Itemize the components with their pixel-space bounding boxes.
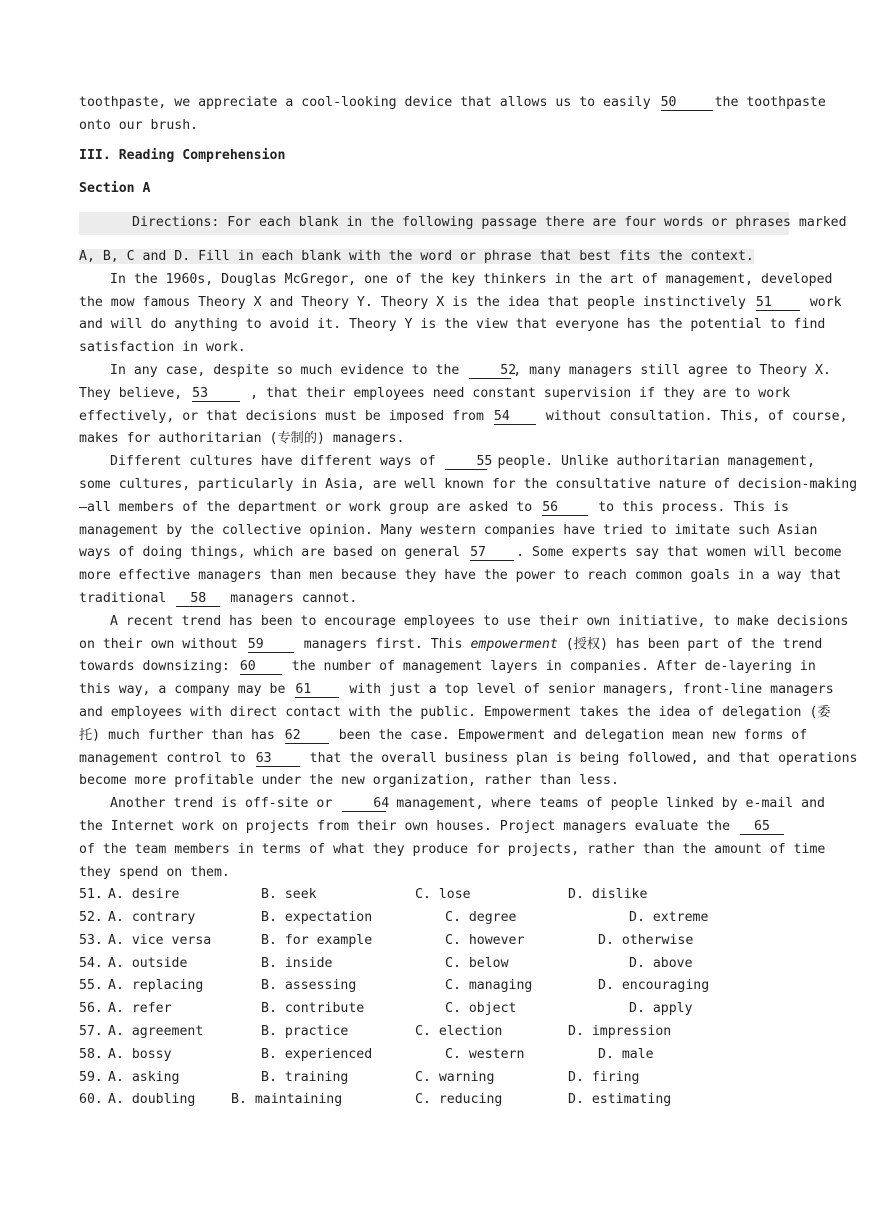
section-a-heading: Section A: [79, 181, 151, 197]
option-row-59: [79, 1067, 789, 1090]
text: the Internet work on projects from their own houses. Project managers evaluate the: [79, 818, 731, 834]
blank-57: 57: [470, 546, 514, 561]
document-page: [79, 92, 858, 1112]
passage-line: and employees with direct contact with the public. Empowerment takes the idea of delegation (委: [79, 704, 831, 720]
text: , many managers still agree to Theory X.: [513, 362, 831, 378]
option-b: B. expectation: [261, 910, 373, 926]
blank-54: 54: [494, 410, 536, 425]
option-c: C. managing: [445, 978, 533, 994]
passage-line: they spend on them.: [79, 864, 230, 880]
blank-55: 55: [445, 455, 487, 470]
option-d: D. impression: [568, 1024, 672, 1040]
passage-line: [79, 656, 816, 679]
passage-line: management by the collective opinion. Many western companies have tried to imitate such Asian: [79, 522, 818, 538]
blank-58: 58: [176, 592, 220, 607]
text: been the case. Empowerment and delegation mean new forms of: [338, 727, 808, 743]
text: managers cannot.: [230, 590, 358, 606]
blank-51: 51: [756, 296, 800, 311]
passage-line: satisfaction in work.: [79, 340, 246, 356]
option-c: C. western: [445, 1046, 525, 1062]
text: management, where teams of people linked by e-mail and: [396, 796, 825, 812]
question-number: 53.: [79, 932, 103, 948]
text: ways of doing things, which are based on general: [79, 545, 461, 561]
option-c: C. object: [445, 1001, 517, 1017]
option-b: B. for example: [261, 932, 373, 948]
text: In any case, despite so much evidence to the: [110, 362, 460, 378]
passage-line: some cultures, particularly in Asia, are well known for the consultative nature of decision-making: [79, 476, 858, 492]
option-a: A. asking: [108, 1069, 180, 1085]
question-number: 56.: [79, 1001, 103, 1017]
option-b: B. experienced: [261, 1046, 373, 1062]
text: this way, a company may be: [79, 682, 286, 698]
text: 托) much further than has: [79, 727, 275, 743]
option-row-54: [79, 953, 789, 976]
option-d: D. extreme: [629, 910, 709, 926]
option-c: C. election: [415, 1024, 503, 1040]
question-number: 55.: [79, 978, 103, 994]
section-title: III. Reading Comprehension: [79, 147, 286, 163]
answer-options: [79, 884, 789, 1112]
question-number: 54.: [79, 955, 103, 971]
text: the mow famous Theory X and Theory Y. Theory X is the idea that people instinctively: [79, 294, 746, 310]
option-a: A. agreement: [108, 1024, 204, 1040]
option-row-52: [79, 907, 789, 930]
text: towards downsizing:: [79, 659, 230, 675]
passage-line: [79, 497, 789, 520]
passage-line: [79, 360, 831, 383]
passage-line: [79, 816, 789, 839]
question-number: 52.: [79, 910, 103, 926]
text: —all members of the department or work group are asked to: [79, 499, 533, 515]
option-b: B. training: [261, 1069, 349, 1085]
text: They believe,: [79, 385, 183, 401]
option-row-60: [79, 1089, 789, 1112]
directions-line-2: [79, 246, 789, 269]
passage-line: [79, 793, 825, 816]
option-a: A. replacing: [108, 978, 204, 994]
option-d: D. dislike: [568, 887, 648, 903]
text: , that their employees need constant supervision if they are to work: [250, 385, 791, 401]
passage-line: [79, 292, 842, 315]
passage-line: become more profitable under the new organization, rather than less.: [79, 773, 619, 789]
option-row-55: [79, 975, 789, 998]
text: the toothpaste: [714, 95, 826, 110]
passage-line: [79, 451, 816, 474]
option-row-56: [79, 998, 789, 1021]
text: Another trend is off-site or: [110, 796, 333, 812]
option-b: B. assessing: [261, 978, 357, 994]
question-number: 51.: [79, 887, 103, 903]
text: the number of management layers in companies. After de-layering in: [291, 659, 816, 675]
option-b: B. inside: [261, 955, 333, 971]
passage-line: [79, 679, 834, 702]
blank-52: 52: [469, 364, 511, 379]
passage-line: [79, 725, 808, 748]
passage-line: of the team members in terms of what they produce for projects, rather than the amount of time: [79, 841, 826, 857]
text: without consultation. This, of course,: [545, 408, 848, 424]
intro-line-2: onto our brush.: [79, 117, 199, 133]
blank-62: 62: [285, 729, 329, 744]
text: to this process. This is: [598, 499, 789, 515]
option-d: D. estimating: [568, 1092, 672, 1108]
passage-line: more effective managers than men because they have the power to reach common goals in a way that: [79, 568, 842, 584]
blank-50: 50: [661, 96, 713, 111]
option-a: A. desire: [108, 887, 180, 903]
text: traditional: [79, 590, 167, 606]
passage-line: and will do anything to avoid it. Theory Y is the view that everyone has the potential to find: [79, 317, 826, 333]
passage-line: [79, 406, 848, 429]
text: managers first. This: [303, 636, 463, 652]
option-b: B. seek: [261, 887, 317, 903]
text: on their own without: [79, 636, 238, 652]
option-c: C. warning: [415, 1069, 495, 1085]
option-row-58: [79, 1044, 789, 1067]
option-row-53: [79, 930, 789, 953]
option-b: B. contribute: [261, 1001, 365, 1017]
blank-59: 59: [248, 638, 294, 653]
passage-line: [79, 588, 789, 611]
option-c: C. degree: [445, 910, 517, 926]
text: (授权) has been part of the trend: [565, 636, 823, 652]
option-a: A. bossy: [108, 1046, 172, 1062]
passage-line: [79, 634, 823, 657]
option-c: C. lose: [415, 887, 471, 903]
option-b: B. practice: [261, 1024, 349, 1040]
passage-line: A recent trend has been to encourage employees to use their own initiative, to make decisions: [110, 613, 849, 629]
question-number: 58.: [79, 1046, 103, 1062]
text: Different cultures have different ways of: [110, 454, 436, 470]
option-row-57: [79, 1021, 789, 1044]
blank-60: 60: [240, 660, 282, 675]
passage-line: [79, 383, 789, 406]
text: that the overall business plan is being followed, and that operations: [309, 750, 858, 766]
option-d: D. encouraging: [598, 978, 710, 994]
option-d: D. apply: [629, 1001, 693, 1017]
option-d: D. male: [598, 1046, 654, 1062]
passage-line: In the 1960s, Douglas McGregor, one of the key thinkers in the art of management, developed: [110, 271, 833, 287]
option-a: A. refer: [108, 1001, 172, 1017]
text: effectively, or that decisions must be imposed from: [79, 408, 484, 424]
text: work: [809, 294, 842, 310]
empowerment-term: empowerment: [470, 636, 558, 652]
option-d: D. firing: [568, 1069, 640, 1085]
blank-64: 64: [342, 797, 386, 812]
blank-63: 63: [256, 752, 300, 767]
option-b: B. maintaining: [231, 1092, 343, 1108]
option-a: A. contrary: [108, 910, 196, 926]
passage-line: makes for authoritarian (专制的) managers.: [79, 431, 405, 447]
text: . Some experts say that women will become: [516, 545, 842, 561]
blank-65: 65: [740, 820, 784, 835]
question-number: 57.: [79, 1024, 103, 1040]
option-row-51: [79, 884, 789, 907]
directions-text: A, B, C and D. Fill in each blank with the word or phrase that best fits the context.: [79, 248, 754, 264]
option-d: D. above: [629, 955, 693, 971]
passage-line: [79, 748, 858, 771]
option-d: D. otherwise: [598, 932, 694, 948]
text: toothpaste, we appreciate a cool-looking device that allows us to easily: [79, 95, 651, 110]
passage-line: [79, 542, 842, 565]
option-c: C. reducing: [415, 1092, 503, 1108]
option-c: C. however: [445, 932, 525, 948]
text: people. Unlike authoritarian management,: [497, 454, 816, 470]
option-a: A. outside: [108, 955, 188, 971]
intro-line-1: [79, 92, 826, 115]
option-c: C. below: [445, 955, 509, 971]
blank-56: 56: [542, 501, 588, 516]
text: with just a top level of senior managers, front-line managers: [349, 682, 834, 698]
text: management control to: [79, 750, 246, 766]
option-a: A. vice versa: [108, 932, 212, 948]
directions-line-1: [79, 212, 847, 235]
option-a: A. doubling: [108, 1092, 196, 1108]
question-number: 59.: [79, 1069, 103, 1085]
question-number: 60.: [79, 1092, 103, 1108]
blank-61: 61: [295, 683, 339, 698]
blank-53: 53: [192, 387, 240, 402]
directions-text: Directions: For each blank in the following passage there are four words or phrases marked: [132, 215, 847, 231]
